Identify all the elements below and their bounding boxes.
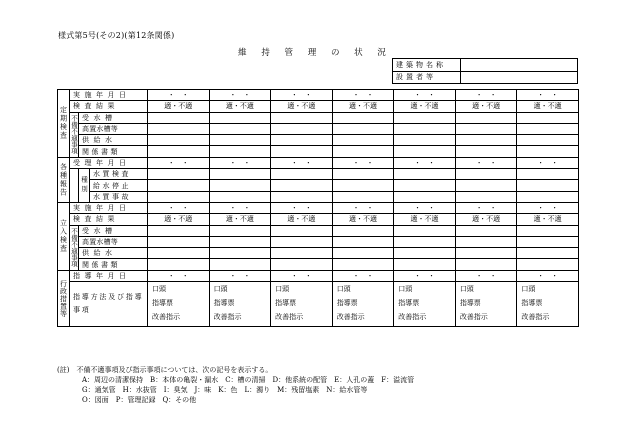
admin-guidance-cell[interactable]: [455, 282, 517, 327]
admin-date-cell[interactable]: ・ ・: [332, 270, 394, 281]
onsite-result-cell[interactable]: 適・不適: [394, 214, 456, 225]
regular-defect-cell[interactable]: [332, 146, 394, 157]
note-intro: (註) 不備不適事項及び指示事項については、次の記号を表示する。: [57, 366, 273, 374]
reports-type-cell[interactable]: [455, 191, 517, 202]
reports-type-cell[interactable]: [271, 169, 333, 180]
admin-guidance-cell[interactable]: [394, 282, 456, 327]
note-codes-3: O：図面 P：管理記録 Q：その他: [82, 396, 197, 404]
regular-defect-cell[interactable]: [455, 123, 517, 134]
reports-type-row: [58, 191, 579, 202]
onsite-defect-cell[interactable]: [455, 236, 517, 247]
onsite-result-row: [58, 214, 579, 225]
admin-guidance-cell[interactable]: [209, 282, 271, 327]
onsite-defect-cell[interactable]: [517, 248, 579, 259]
reports-type-cell[interactable]: [394, 180, 456, 191]
regular-date-cell[interactable]: ・ ・: [332, 90, 394, 101]
admin-date-cell[interactable]: ・ ・: [148, 270, 210, 281]
regular-defect-cell[interactable]: [517, 112, 579, 123]
admin-guidance-cell[interactable]: [148, 282, 210, 327]
reports-type-cell[interactable]: [209, 169, 271, 180]
onsite-defect-cell[interactable]: [332, 236, 394, 247]
admin-date-cell[interactable]: ・ ・: [271, 270, 333, 281]
guidance-option[interactable]: 口頭: [398, 285, 413, 294]
regular-date-cell[interactable]: ・ ・: [455, 90, 517, 101]
guidance-option[interactable]: 指導票: [152, 299, 173, 308]
reports-type-cell[interactable]: [209, 191, 271, 202]
regular-defect-row: [58, 123, 579, 134]
reports-type-cell[interactable]: [455, 169, 517, 180]
onsite-defect-cell[interactable]: [332, 259, 394, 270]
regular-defect-item: 受水槽: [79, 112, 148, 123]
reports-type-cell[interactable]: [148, 180, 210, 191]
guidance-option[interactable]: 改善指示: [275, 313, 304, 322]
regular-defect-cell[interactable]: [148, 123, 210, 134]
reports-date-cell[interactable]: ・ ・: [209, 157, 271, 168]
reports-type-cell[interactable]: [332, 191, 394, 202]
guidance-option[interactable]: 改善指示: [398, 313, 427, 322]
reports-type-cell[interactable]: [209, 180, 271, 191]
regular-defect-cell[interactable]: [455, 135, 517, 146]
owner-table: [392, 58, 578, 84]
onsite-defect-item: 関係書類: [79, 259, 148, 270]
regular-result-cell[interactable]: 適・不適: [209, 101, 271, 112]
regular-result-cell[interactable]: 適・不適: [455, 101, 517, 112]
onsite-defect-cell[interactable]: [271, 259, 333, 270]
document-title: 維 持 管 理 の 状 況: [238, 48, 392, 58]
onsite-defect-cell[interactable]: [148, 248, 210, 259]
onsite-defect-item: 受水槽: [79, 225, 148, 236]
onsite-date-cell[interactable]: ・ ・: [394, 202, 456, 213]
onsite-date-row: [58, 202, 579, 213]
onsite-defect-cell[interactable]: [455, 225, 517, 236]
regular-defect-cell[interactable]: [394, 146, 456, 157]
regular-defect-cell[interactable]: [455, 146, 517, 157]
regular-defect-cell[interactable]: [332, 135, 394, 146]
onsite-date-cell[interactable]: ・ ・: [455, 202, 517, 213]
reports-type-row: [58, 169, 579, 180]
guidance-option[interactable]: 口頭: [152, 285, 166, 294]
admin-date-cell[interactable]: ・ ・: [455, 270, 517, 281]
regular-defect-cell[interactable]: [271, 146, 333, 157]
note-codes-2: G：通気管 H：水抜管 I：臭気 J：味 K：色 L：濁り M：残留塩素 N：給水管等: [82, 386, 368, 394]
regular-result-cell[interactable]: 適・不適: [148, 101, 210, 112]
regular-result-cell[interactable]: 適・不適: [517, 101, 579, 112]
regular-defect-cell[interactable]: [148, 146, 210, 157]
section-label-administrative-measures: 行政措置等: [58, 270, 70, 326]
maintenance-table: [57, 89, 579, 327]
guidance-option[interactable]: 口頭: [336, 285, 351, 294]
reports-type-cell[interactable]: [148, 191, 210, 202]
note-codes-1: A：周辺の清潔保持 B：本体の亀裂・漏水 C：槽の清掃 D：他系統の配管 E：人孔の蓋 F：溢流管: [82, 376, 415, 384]
regular-result-row: [58, 101, 579, 112]
onsite-defect-item: 高置水槽等: [79, 236, 148, 247]
admin-date-cell[interactable]: ・ ・: [394, 270, 456, 281]
onsite-result-cell[interactable]: 適・不適: [271, 214, 333, 225]
onsite-defect-cell[interactable]: [209, 259, 271, 270]
reports-type-item: 給水停止: [90, 180, 148, 191]
regular-defect-label: 不備不適事項: [70, 112, 79, 157]
onsite-defect-cell[interactable]: [455, 259, 517, 270]
guidance-option[interactable]: 改善指示: [336, 313, 365, 322]
regular-defect-cell[interactable]: [148, 112, 210, 123]
regular-defect-cell[interactable]: [271, 112, 333, 123]
regular-defect-row: [58, 135, 579, 146]
regular-result-cell[interactable]: 適・不適: [394, 101, 456, 112]
onsite-defect-item: 供給水: [79, 248, 148, 259]
guidance-option[interactable]: 口頭: [459, 285, 474, 294]
regular-defect-cell[interactable]: [271, 123, 333, 134]
reports-date-cell[interactable]: ・ ・: [332, 157, 394, 168]
manager-label: 設置者等: [393, 71, 461, 84]
guidance-option[interactable]: 指導票: [398, 299, 420, 308]
onsite-defect-cell[interactable]: [148, 225, 210, 236]
guidance-option[interactable]: 指導票: [275, 299, 297, 308]
admin-guidance-cell[interactable]: [271, 282, 333, 327]
reports-type-cell[interactable]: [148, 169, 210, 180]
reports-type-item: 水質事故: [90, 191, 148, 202]
regular-defect-cell[interactable]: [271, 135, 333, 146]
regular-date-label: 実施年月日: [70, 90, 148, 101]
guidance-option[interactable]: 改善指示: [521, 313, 550, 322]
reports-type-cell[interactable]: [271, 191, 333, 202]
regular-date-row: [58, 90, 579, 101]
guidance-option[interactable]: 口頭: [275, 285, 290, 294]
reports-type-cell[interactable]: [394, 191, 456, 202]
onsite-defect-cell[interactable]: [332, 248, 394, 259]
reports-type-cell[interactable]: [332, 169, 394, 180]
regular-date-cell[interactable]: ・ ・: [209, 90, 271, 101]
reports-type-cell[interactable]: [517, 169, 579, 180]
reports-date-cell[interactable]: ・ ・: [148, 157, 210, 168]
reports-type-cell[interactable]: [271, 180, 333, 191]
onsite-defect-cell[interactable]: [209, 236, 271, 247]
reports-date-row: [58, 157, 579, 168]
onsite-result-cell[interactable]: 適・不適: [332, 214, 394, 225]
regular-defect-cell[interactable]: [209, 112, 271, 123]
regular-defect-cell[interactable]: [517, 135, 579, 146]
section-label-on-site-inspection: 立入検査: [58, 202, 70, 270]
guidance-option[interactable]: 指導票: [336, 299, 358, 308]
onsite-defect-cell[interactable]: [394, 236, 456, 247]
reports-type-cell[interactable]: [517, 180, 579, 191]
regular-defect-row: [58, 112, 579, 123]
reports-date-label: 受理年月日: [70, 157, 148, 168]
section-label-reports: 各種報告: [58, 157, 70, 202]
onsite-result-cell[interactable]: 適・不適: [148, 214, 210, 225]
regular-defect-cell[interactable]: [332, 123, 394, 134]
admin-date-label: 指導年月日: [70, 270, 148, 281]
regular-result-cell[interactable]: 適・不適: [332, 101, 394, 112]
regular-defect-cell[interactable]: [209, 123, 271, 134]
onsite-date-label: 実施年月日: [70, 202, 148, 213]
regular-defect-cell[interactable]: [332, 112, 394, 123]
reports-type-cell[interactable]: [394, 169, 456, 180]
admin-method-label: 指導方法及び指導事項: [70, 282, 148, 327]
regular-date-cell[interactable]: ・ ・: [271, 90, 333, 101]
onsite-defect-cell[interactable]: [455, 248, 517, 259]
regular-defect-cell[interactable]: [148, 135, 210, 146]
regular-defect-cell[interactable]: [394, 123, 456, 134]
onsite-date-cell[interactable]: ・ ・: [209, 202, 271, 213]
regular-defect-cell[interactable]: [517, 123, 579, 134]
reports-type-row: [58, 180, 579, 191]
onsite-defect-cell[interactable]: [394, 225, 456, 236]
onsite-defect-cell[interactable]: [517, 225, 579, 236]
reports-type-cell[interactable]: [332, 180, 394, 191]
guidance-option[interactable]: 改善指示: [152, 313, 180, 322]
onsite-defect-cell[interactable]: [209, 248, 271, 259]
reports-type-label: 種別: [79, 169, 90, 203]
regular-defect-cell[interactable]: [394, 135, 456, 146]
guidance-option[interactable]: 口頭: [521, 285, 536, 294]
guidance-option[interactable]: 改善指示: [213, 313, 242, 322]
building-name-label: 建築物名称: [393, 59, 461, 72]
onsite-result-cell[interactable]: 適・不適: [209, 214, 271, 225]
onsite-defect-cell[interactable]: [148, 259, 210, 270]
regular-date-cell[interactable]: ・ ・: [148, 90, 210, 101]
guidance-option[interactable]: 指導票: [213, 299, 235, 308]
regular-defect-item: 供給水: [79, 135, 148, 146]
reports-date-cell[interactable]: ・ ・: [271, 157, 333, 168]
onsite-defect-cell[interactable]: [209, 225, 271, 236]
admin-guidance-cell[interactable]: [332, 282, 394, 327]
onsite-result-cell[interactable]: 適・不適: [455, 214, 517, 225]
onsite-defect-row: [58, 225, 579, 236]
regular-date-cell[interactable]: ・ ・: [517, 90, 579, 101]
onsite-date-cell[interactable]: ・ ・: [271, 202, 333, 213]
onsite-defect-row: [58, 259, 579, 270]
owner-row-building: [393, 59, 578, 72]
regular-defect-cell[interactable]: [209, 146, 271, 157]
reports-type-item: 水質検査: [90, 169, 148, 180]
form-number: 様式第5号(その2)(第12条関係): [58, 31, 175, 40]
onsite-defect-cell[interactable]: [517, 259, 579, 270]
admin-date-row: [58, 270, 579, 281]
regular-defect-cell[interactable]: [209, 135, 271, 146]
onsite-date-cell[interactable]: ・ ・: [517, 202, 579, 213]
onsite-defect-row: [58, 248, 579, 259]
onsite-date-cell[interactable]: ・ ・: [332, 202, 394, 213]
reports-date-cell[interactable]: ・ ・: [394, 157, 456, 168]
guidance-option[interactable]: 口頭: [213, 285, 228, 294]
onsite-defect-cell[interactable]: [271, 236, 333, 247]
regular-defect-item: 関係書類: [79, 146, 148, 157]
regular-defect-cell[interactable]: [517, 146, 579, 157]
reports-date-cell[interactable]: ・ ・: [517, 157, 579, 168]
owner-row-manager: [393, 71, 578, 84]
onsite-defect-row: [58, 236, 579, 247]
reports-type-spacer: [70, 169, 79, 203]
onsite-defect-cell[interactable]: [394, 248, 456, 259]
guidance-option[interactable]: 指導票: [459, 299, 481, 308]
onsite-result-cell[interactable]: 適・不適: [517, 214, 579, 225]
onsite-result-label: 検査結果: [70, 214, 148, 225]
section-label-regular-inspection: 定期検査: [58, 90, 70, 158]
admin-guidance-cell[interactable]: [517, 282, 579, 327]
regular-defect-cell[interactable]: [394, 112, 456, 123]
reports-date-cell[interactable]: ・ ・: [455, 157, 517, 168]
onsite-defect-label: 不備不適事項: [70, 225, 79, 270]
reports-type-cell[interactable]: [517, 191, 579, 202]
manager-field[interactable]: [461, 71, 578, 84]
onsite-date-cell[interactable]: ・ ・: [148, 202, 210, 213]
admin-date-cell[interactable]: ・ ・: [209, 270, 271, 281]
reports-type-cell[interactable]: [455, 180, 517, 191]
admin-date-cell[interactable]: ・ ・: [517, 270, 579, 281]
onsite-defect-cell[interactable]: [517, 236, 579, 247]
regular-defect-item: 高置水槽等: [79, 123, 148, 134]
regular-defect-row: [58, 146, 579, 157]
regular-result-cell[interactable]: 適・不適: [271, 101, 333, 112]
regular-date-cell[interactable]: ・ ・: [394, 90, 456, 101]
building-name-field[interactable]: [461, 59, 578, 72]
onsite-defect-cell[interactable]: [394, 259, 456, 270]
guidance-option[interactable]: 改善指示: [459, 313, 488, 322]
onsite-defect-cell[interactable]: [332, 225, 394, 236]
regular-result-label: 検査結果: [70, 101, 148, 112]
admin-method-row: [58, 282, 579, 327]
onsite-defect-cell[interactable]: [271, 248, 333, 259]
guidance-option[interactable]: 指導票: [521, 299, 543, 308]
onsite-defect-cell[interactable]: [148, 236, 210, 247]
regular-defect-cell[interactable]: [455, 112, 517, 123]
onsite-defect-cell[interactable]: [271, 225, 333, 236]
